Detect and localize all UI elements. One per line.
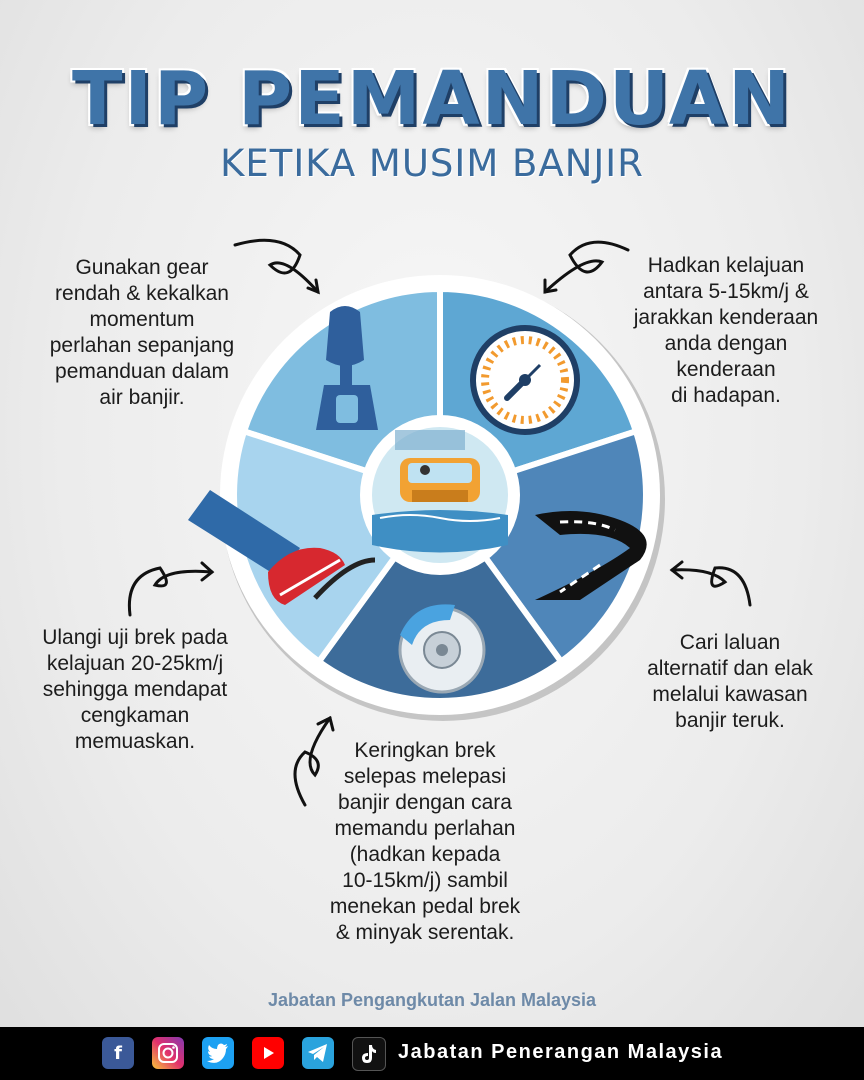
tip-speed: Hadkan kelajuan antara 5-15km/j & jarakkan kenderaan anda dengan kenderaan di hadapan. xyxy=(633,254,819,407)
facebook-icon[interactable]: f xyxy=(102,1037,134,1069)
twitter-icon[interactable] xyxy=(202,1037,234,1069)
arrow-3 xyxy=(672,568,750,605)
tiktok-icon[interactable] xyxy=(352,1037,386,1071)
car-in-flood-icon xyxy=(372,427,508,563)
page-subtitle: KETIKA MUSIM BANJIR xyxy=(220,142,644,185)
tip-gear: Gunakan gear rendah & kekalkan momentum perlahan sepanjang pemanduan dalam air banjir. xyxy=(49,256,235,409)
tip-brake-test: Ulangi uji brek pada kelajuan 20-25km/j sehingga mendapat cengkaman memuaskan. xyxy=(42,626,228,753)
footer-bar xyxy=(0,1027,864,1080)
page-title: TIP PEMANDUAN xyxy=(71,56,793,142)
instagram-icon[interactable] xyxy=(152,1037,184,1069)
footer-organization: Jabatan Penerangan Malaysia xyxy=(398,1041,724,1063)
telegram-icon[interactable] xyxy=(302,1037,334,1069)
youtube-icon[interactable] xyxy=(252,1037,284,1069)
source-credit: Jabatan Pengangkutan Jalan Malaysia xyxy=(267,990,597,1010)
tip-dry-brake: Keringkan brek selepas melepasi banjir dengan cara memandu perlahan (hadkan kepada 10-15km/j) sambil menekan pedal brek & minyak serentak. xyxy=(329,739,521,944)
tip-route: Cari laluan alternatif dan elak melalui kawasan banjir teruk. xyxy=(647,631,813,732)
arrow-4 xyxy=(129,568,212,615)
speedometer-icon xyxy=(473,328,577,432)
